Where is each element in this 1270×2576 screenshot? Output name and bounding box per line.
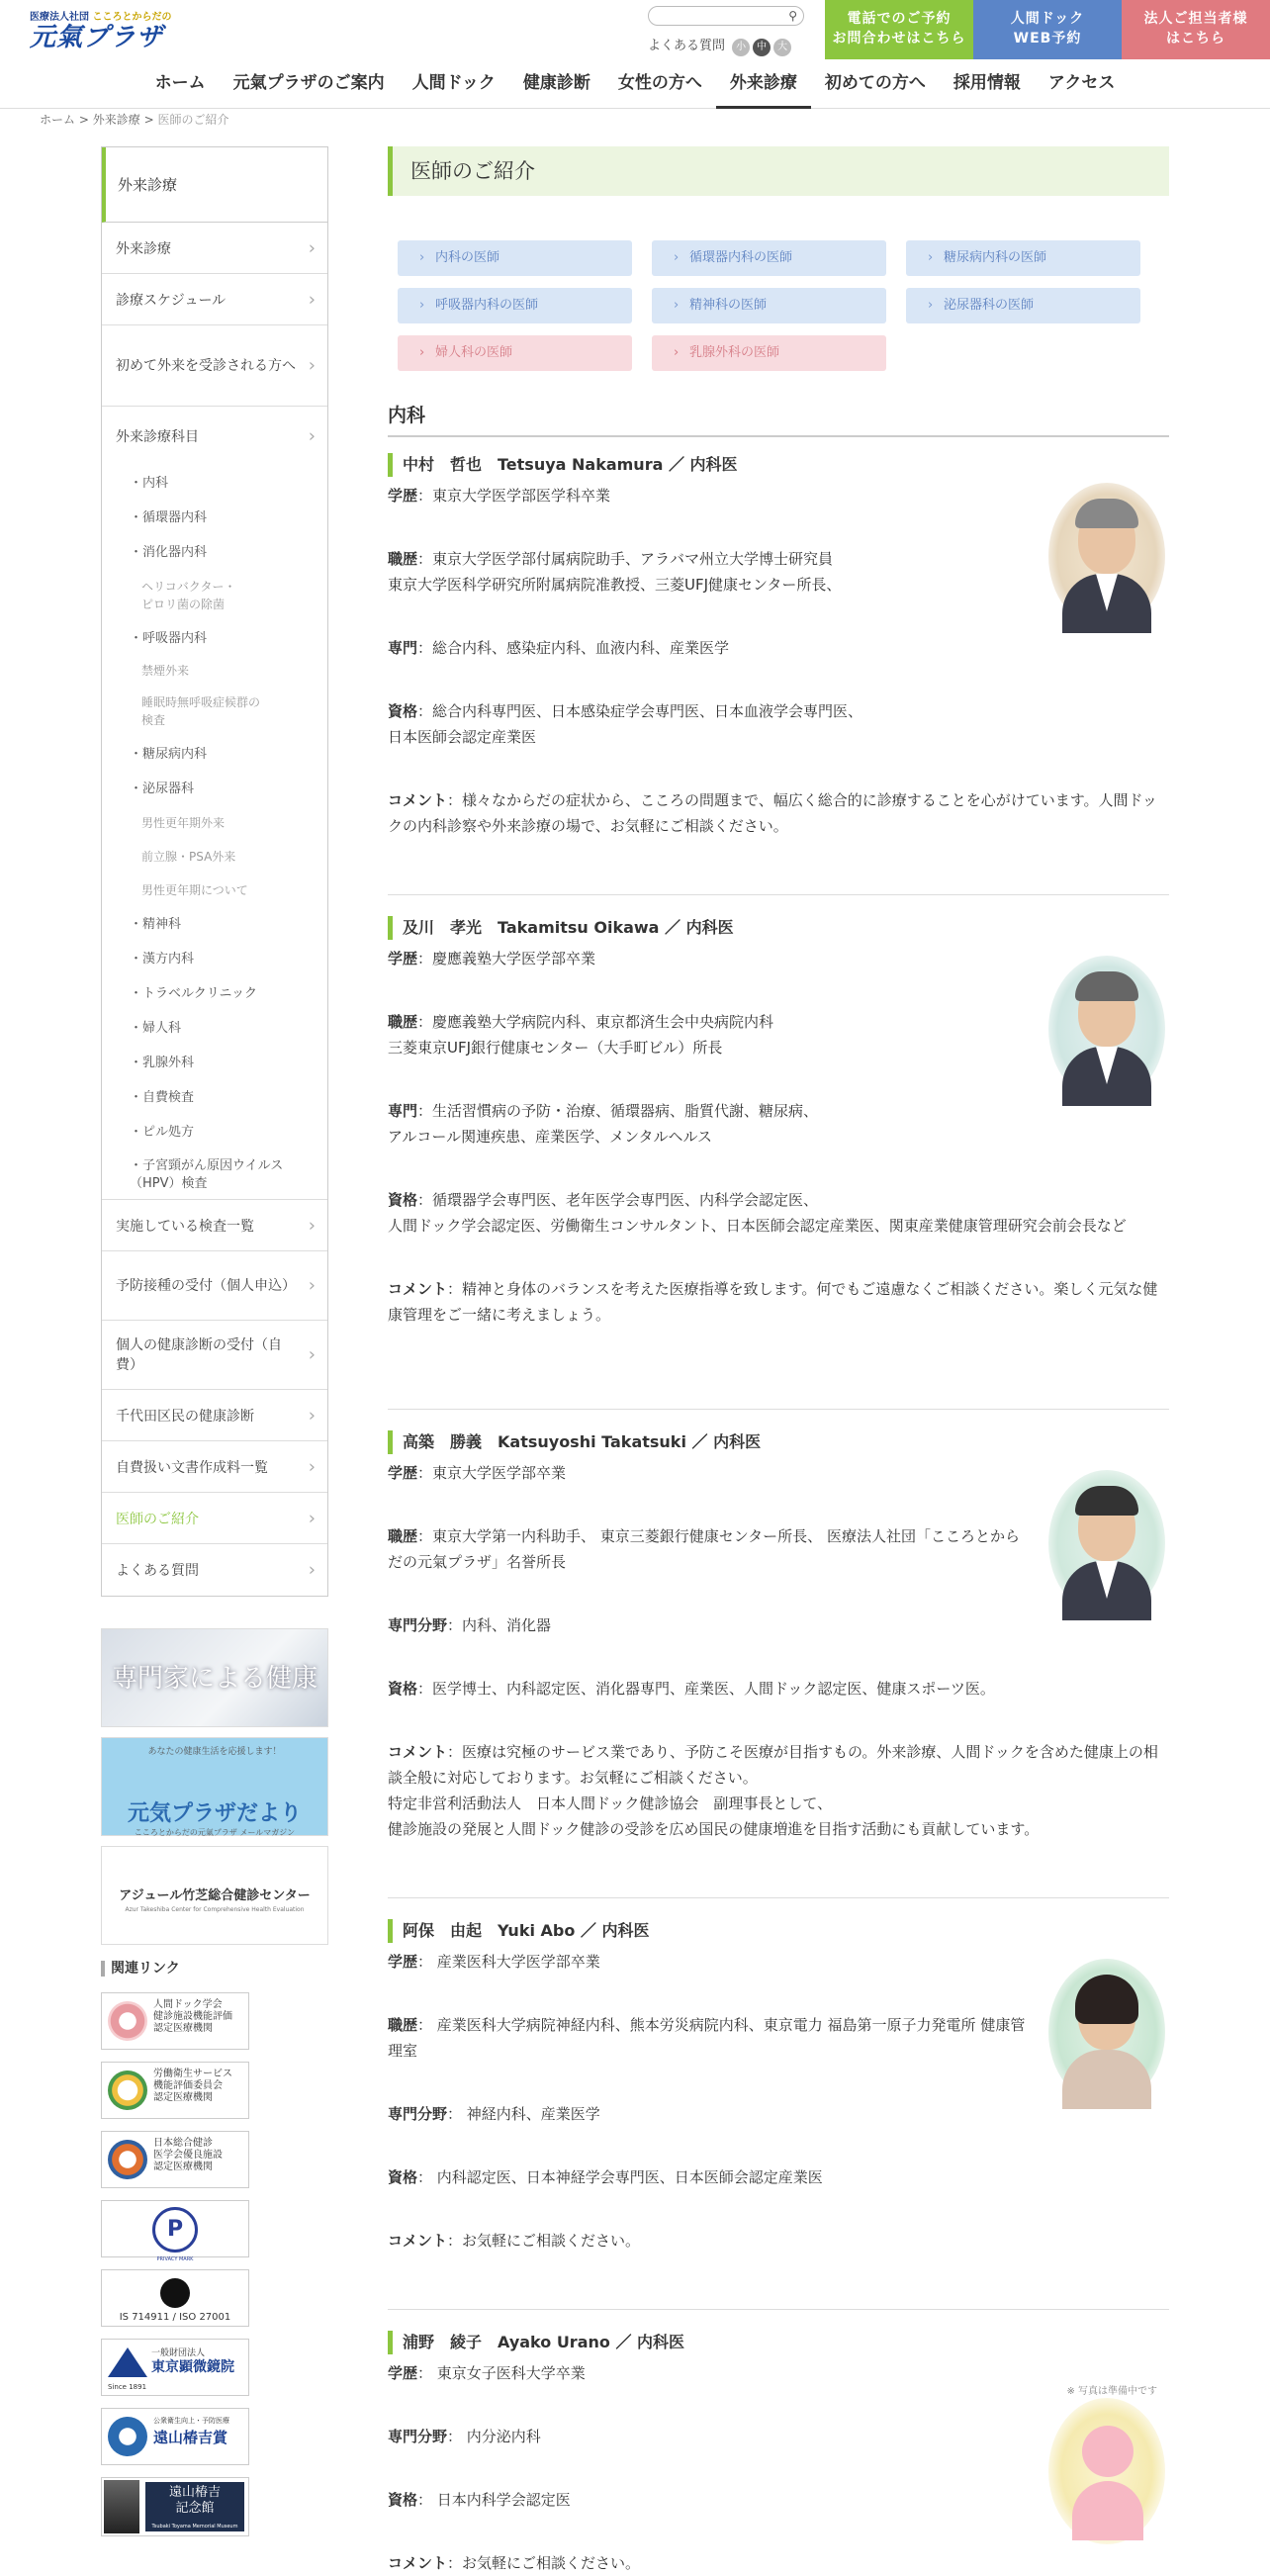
sidebar-item-doctors[interactable]: 医師のご紹介 › bbox=[102, 1493, 327, 1544]
doctor-name: 阿保 由起 Yuki Abo ／ 内科医 bbox=[388, 1919, 1169, 1943]
info-value: ：お気軽にご相談ください。 bbox=[447, 2554, 641, 2572]
doctor-info-line bbox=[388, 2101, 1031, 2127]
sas-l1: 睡眠時無呼吸症候群の bbox=[141, 695, 261, 709]
info-key: コメント bbox=[388, 2554, 448, 2572]
tab-tonyo[interactable]: › 糖尿病内科の医師 bbox=[906, 240, 1140, 276]
info-key: 専門分野 bbox=[388, 2428, 448, 2445]
breadcrumb-parent[interactable]: 外来診療 bbox=[92, 113, 140, 127]
info-key: 職歴 bbox=[388, 2016, 418, 2034]
doctor-comment bbox=[388, 2228, 1169, 2254]
sidebar-item-schedule[interactable]: 診療スケジュール › bbox=[102, 274, 327, 325]
info-value: ：お気軽にご相談ください。 bbox=[447, 2232, 641, 2250]
info-value: 人間ドック学会認定医、労働衛生コンサルタント、日本医師会認定産業医、関東産業健康管理研究会前会長など bbox=[388, 1217, 1127, 1235]
site-logo[interactable] bbox=[30, 8, 188, 51]
doctor-comment bbox=[388, 1739, 1169, 1791]
sidebar-item-tests[interactable]: 実施している検査一覧 › bbox=[102, 1200, 327, 1251]
hpv-l1: ・子宮頸がん原因ウイルス bbox=[130, 1158, 284, 1173]
sidebar-heading: 外来診療 bbox=[102, 147, 327, 223]
cta2-line1: 人間ドック bbox=[1010, 11, 1085, 27]
divider bbox=[388, 1897, 1169, 1898]
info-key: 資格 bbox=[388, 1191, 418, 1209]
related-link-privacy-mark[interactable] bbox=[101, 2200, 249, 2262]
spacer bbox=[388, 2064, 1031, 2093]
info-key: 資格 bbox=[388, 2491, 418, 2509]
info-value: ：東京大学第一内科助手、 東京三菱銀行健康センター所長、 医療法人社団「こころとからだの元氣プラザ」名誉所長 bbox=[388, 1527, 1020, 1571]
health-column-banner[interactable] bbox=[101, 1628, 328, 1727]
doctor-card bbox=[388, 453, 1169, 839]
logo-text: 元氣プラザ bbox=[30, 23, 164, 52]
info-value: ： 内分泌内科 bbox=[447, 2428, 541, 2445]
photo-hair bbox=[1075, 971, 1138, 1001]
doctor-info-line bbox=[388, 2487, 1031, 2513]
tab-seishin[interactable]: › 精神科の医師 bbox=[652, 288, 886, 323]
related-links-title: 関連リンク bbox=[101, 1961, 180, 1977]
doctor-info-line bbox=[388, 724, 1031, 750]
photo-note: ※ 写真は準備中です bbox=[1066, 2386, 1157, 2397]
nav-women[interactable]: 女性の方へ bbox=[617, 73, 702, 93]
newsletter-title: 元気プラザだより bbox=[127, 1801, 302, 1826]
sidebar-item-faq[interactable]: よくある質問 › bbox=[102, 1544, 327, 1596]
info-value: 三菱東京UFJ銀行健康センター（大手町ビル）所長 bbox=[388, 1039, 723, 1057]
sidebar-sub-nyusen[interactable]: ・乳腺外科 bbox=[130, 1056, 195, 1070]
info-key: 学歴 bbox=[388, 487, 418, 505]
doctor-info-line bbox=[388, 1213, 1169, 1239]
sidebar-sub-psa[interactable]: 前立腺・PSA外来 bbox=[141, 850, 236, 864]
sidebar-sub-kampo[interactable]: ・漢方内科 bbox=[130, 952, 195, 966]
doctor-info-line bbox=[388, 2360, 1031, 2386]
doctor-info-line bbox=[388, 1124, 1031, 1150]
faq-link[interactable]: よくある質問 bbox=[648, 39, 726, 53]
iso-icon bbox=[160, 2278, 190, 2308]
info-value: ： 産業医科大学病院神経内科、熊本労災病院内科、東京電力 福島第一原子力発電所 健康管理室 bbox=[388, 2016, 1026, 2060]
related-link-general-health[interactable] bbox=[101, 2131, 249, 2188]
info-key: コメント bbox=[388, 1743, 448, 1761]
nav-about[interactable]: 元氣プラザのご案内 bbox=[232, 73, 385, 93]
tab-nyusen[interactable]: › 乳腺外科の医師 bbox=[652, 335, 886, 371]
doctor-info-line bbox=[388, 2012, 1031, 2064]
doctor-info-line bbox=[388, 572, 1031, 598]
header bbox=[0, 0, 1270, 59]
info-key: コメント bbox=[388, 2232, 448, 2250]
cta1-line1: 電話でのご予約 bbox=[847, 11, 952, 27]
sidebar-sub-junkan[interactable]: ・循環器内科 bbox=[130, 510, 208, 525]
tokyo-microscope-icon bbox=[108, 2347, 147, 2377]
doctor-photo bbox=[1048, 1470, 1165, 1616]
related-link-tokyo-microscope[interactable] bbox=[101, 2339, 249, 2396]
doctor-info-line bbox=[388, 546, 1031, 572]
related-link-toyama-museum[interactable] bbox=[101, 2477, 249, 2536]
rl7-l1: 遠山椿吉 bbox=[168, 2485, 221, 2500]
divider bbox=[388, 894, 1169, 895]
doctor-name: 及川 孝光 Takamitsu Oikawa ／ 内科医 bbox=[388, 916, 1169, 940]
tab-kokyu[interactable]: › 呼吸器内科の医師 bbox=[398, 288, 632, 323]
spacer bbox=[388, 2386, 1031, 2416]
info-value: ：総合内科専門医、日本感染症学会専門医、日本血液学会専門医、 bbox=[417, 702, 863, 720]
sidebar-sub-kounen[interactable]: 男性更年期外来 bbox=[141, 816, 226, 830]
related-link-iso[interactable] bbox=[101, 2269, 249, 2327]
sidebar-sub-pill[interactable]: ・ピル処方 bbox=[130, 1125, 195, 1140]
info-key: 専門分野 bbox=[388, 2105, 448, 2123]
web-reservation-button[interactable] bbox=[973, 0, 1122, 59]
info-value: ： 神経内科、産業医学 bbox=[447, 2105, 600, 2123]
info-value: アルコール関連疾患、産業医学、メンタルヘルス bbox=[388, 1128, 713, 1146]
info-key: 専門 bbox=[388, 1102, 418, 1120]
spacer bbox=[388, 598, 1031, 627]
sidebar-sub-kounen2[interactable]: 男性更年期について bbox=[141, 883, 248, 897]
info-value: 特定非営利活動法人 日本人間ドック健診協会 副理事長として、 bbox=[388, 1794, 833, 1812]
sidebar-sub-tonyo[interactable]: ・糖尿病内科 bbox=[130, 747, 208, 762]
sidebar-sub-fujin[interactable]: ・婦人科 bbox=[130, 1021, 182, 1036]
rl5-l2: 東京顕微鏡院 bbox=[151, 2359, 234, 2375]
doctor-card bbox=[388, 1430, 1169, 1842]
rl7-l3: Tsubaki Toyama Memorial Museum bbox=[151, 2524, 238, 2530]
cta1-line2: お問合わせはこちら bbox=[832, 31, 966, 46]
info-value: ： 産業医科大学医学部卒業 bbox=[417, 1953, 600, 1971]
placeholder-body-icon bbox=[1072, 2481, 1143, 2540]
info-value: ：内科、消化器 bbox=[447, 1616, 552, 1634]
related-link-labor-health[interactable] bbox=[101, 2062, 249, 2119]
museum-portrait-icon bbox=[104, 2480, 139, 2533]
privacy-mark-icon: P bbox=[152, 2207, 198, 2253]
doctor-card bbox=[388, 1919, 1169, 2254]
global-nav bbox=[0, 61, 1270, 109]
azure-sub: Azur Takeshiba Center for Comprehensive Health Evaluation bbox=[125, 1906, 305, 1913]
info-value: ： 内科認定医、日本神経学会専門医、日本医師会認定産業医 bbox=[417, 2168, 823, 2186]
cta2-line2: WEB予約 bbox=[1013, 31, 1082, 46]
tab-fujin[interactable]: › 婦人科の医師 bbox=[398, 335, 632, 371]
info-key: 資格 bbox=[388, 1680, 418, 1698]
labor-health-icon bbox=[108, 2070, 147, 2110]
pylori-l2: ピロリ菌の除菌 bbox=[141, 598, 226, 611]
rl3-l1: PRIVACY MARK bbox=[156, 2256, 194, 2262]
museum-label bbox=[145, 2482, 244, 2531]
breadcrumb-current: 医師のご紹介 bbox=[157, 113, 229, 127]
info-key: コメント bbox=[388, 1280, 448, 1298]
azure-title: アジュール竹芝総合健診センター bbox=[119, 1888, 311, 1903]
spacer bbox=[388, 1638, 1169, 1668]
section-heading-naika: 内科 bbox=[388, 398, 1169, 437]
cta3-line1: 法人ご担当者様 bbox=[1143, 11, 1248, 27]
newsletter-sub: こころとからだの元氣プラザ メールマガジン bbox=[134, 1828, 296, 1837]
nav-recruit[interactable]: 採用情報 bbox=[952, 73, 1021, 93]
rl1-l1: 労働衛生サービス bbox=[153, 2069, 232, 2079]
general-health-icon bbox=[108, 2140, 147, 2179]
doctor-info-line bbox=[388, 1035, 1031, 1060]
tab-junkan[interactable]: › 循環器内科の医師 bbox=[652, 240, 886, 276]
info-key: 専門 bbox=[388, 639, 418, 657]
search-icon[interactable]: ⚲ bbox=[788, 9, 797, 23]
doctor-info-line bbox=[388, 1949, 1031, 1975]
rl2-l3: 認定医療機関 bbox=[153, 2162, 213, 2172]
sas-l2: 検査 bbox=[141, 713, 166, 727]
doctor-info-line bbox=[388, 1791, 1169, 1816]
info-value: ：生活習慣病の予防・治療、循環器病、脂質代謝、糖尿病、 bbox=[417, 1102, 819, 1120]
font-size-medium[interactable]: 中 bbox=[753, 39, 771, 56]
related-link-toyama-award[interactable] bbox=[101, 2408, 249, 2465]
info-key: コメント bbox=[388, 791, 448, 809]
doctor-photo bbox=[1048, 1959, 1165, 2105]
sidebar-item-personal-checkup[interactable]: 個人の健康診断の受付（自費） › bbox=[102, 1321, 327, 1390]
rl4-l1: IS 714911 / ISO 27001 bbox=[119, 2312, 231, 2323]
sidebar-item-chiyoda[interactable]: 千代田区民の健康診断 › bbox=[102, 1390, 327, 1441]
doctor-name: 中村 哲也 Tetsuya Nakamura ／ 内科医 bbox=[388, 453, 1169, 477]
rl5-l1: 一般財団法人 bbox=[151, 2348, 206, 2358]
divider bbox=[388, 2309, 1169, 2310]
sidebar-item-first-visit[interactable]: 初めて外来を受診される方へ › bbox=[102, 325, 327, 407]
info-value: 日本医師会認定産業医 bbox=[388, 728, 537, 746]
info-value: ：循環器学会専門医、老年医学会専門医、内科学会認定医、 bbox=[417, 1191, 819, 1209]
doctor-name: 高築 勝義 Katsuyoshi Takatsuki ／ 内科医 bbox=[388, 1430, 1169, 1454]
sidebar-sub-hpv[interactable] bbox=[102, 1150, 327, 1193]
breadcrumb-sep: > bbox=[143, 113, 154, 127]
doctor-card bbox=[388, 2331, 1169, 2576]
doctor-name: 浦野 綾子 Ayako Urano ／ 内科医 bbox=[388, 2331, 1169, 2354]
nav-access[interactable]: アクセス bbox=[1047, 73, 1116, 93]
rl2-l1: 日本総合健診 bbox=[153, 2138, 213, 2149]
nav-dock[interactable]: 人間ドック bbox=[411, 73, 496, 93]
logo-org: 医療法人社団 bbox=[30, 12, 89, 23]
breadcrumb bbox=[40, 111, 228, 128]
spacer bbox=[388, 2190, 1169, 2220]
sidebar-item-documents[interactable]: 自費扱い文書作成料一覧 › bbox=[102, 1441, 327, 1493]
nav-outpatient[interactable]: 外来診療 bbox=[716, 61, 811, 109]
doctor-info-line bbox=[388, 698, 1031, 724]
cta3-line2: はこちら bbox=[1166, 31, 1225, 46]
rl0-l3: 認定医療機関 bbox=[153, 2023, 213, 2034]
rl2-l2: 医学会優良施設 bbox=[153, 2150, 223, 2161]
rl0-l2: 健診施設機能評価 bbox=[153, 2011, 232, 2022]
info-value: ： 日本内科学会認定医 bbox=[417, 2491, 571, 2509]
spacer bbox=[388, 1060, 1031, 1090]
column-banner-text: 専門家による健康 bbox=[111, 1664, 318, 1694]
doctor-comment bbox=[388, 787, 1169, 839]
doctor-info-line bbox=[388, 635, 1031, 661]
info-value: 健診施設の発展と人間ドック健診の受診を広め国民の健康増進を目指す活動にも貢献しています。 bbox=[388, 1820, 1040, 1838]
doctor-comment bbox=[388, 1276, 1169, 1328]
info-value: ： 東京女子医科大学卒業 bbox=[417, 2364, 586, 2382]
font-size-small[interactable]: 小 bbox=[732, 39, 750, 56]
photo-suit bbox=[1062, 2050, 1151, 2109]
info-value: 東京大学医科学研究所附属病院准教授、三菱UFJ健康センター所長、 bbox=[388, 576, 842, 594]
sidebar-sub-travel[interactable]: ・トラベルクリニック bbox=[130, 986, 257, 1001]
rl5-l3: Since 1891 bbox=[108, 2383, 147, 2391]
info-key: 学歴 bbox=[388, 950, 418, 967]
photo-hair bbox=[1075, 499, 1138, 528]
sidebar-sub-naika[interactable]: ・内科 bbox=[130, 476, 169, 491]
related-link-ningen-dock[interactable] bbox=[101, 1992, 249, 2050]
tab-hinyo[interactable]: › 泌尿器科の医師 bbox=[906, 288, 1140, 323]
doctor-photo bbox=[1048, 483, 1165, 629]
info-key: 学歴 bbox=[388, 1953, 418, 1971]
breadcrumb-sep: > bbox=[78, 113, 89, 127]
info-value: ：様々なからだの症状から、こころの問題まで、幅広く総合的に診療することを心がけています。人間ドックの内科診察や外来診療の場で、お気軽にご相談ください。 bbox=[388, 791, 1157, 835]
rl0-l1: 人間ドック学会 bbox=[153, 1999, 223, 2010]
divider bbox=[388, 1409, 1169, 1410]
newsletter-top-text: あなたの健康生活を応援します！ bbox=[147, 1747, 282, 1757]
spacer bbox=[388, 1575, 1031, 1605]
nav-home[interactable]: ホーム bbox=[154, 73, 206, 93]
doctor-info-line bbox=[388, 1612, 1031, 1638]
info-key: 資格 bbox=[388, 702, 418, 720]
sidebar-sub-sas[interactable] bbox=[102, 686, 327, 737]
info-key: 学歴 bbox=[388, 2364, 418, 2382]
faq-and-font-size bbox=[648, 35, 791, 56]
info-value: ：東京大学医学部医学科卒業 bbox=[417, 487, 611, 505]
info-value: ：医療は究極のサービス業であり、予防こそ医療が目指すもの。外来診療、人間ドックを含めた健康上の相談全般に対応しております。お気軽にご相談ください。 bbox=[388, 1743, 1158, 1787]
spacer bbox=[388, 971, 1031, 1001]
sidebar-item-departments[interactable]: 外来診療科目 › bbox=[102, 407, 327, 466]
placeholder-photo bbox=[1048, 2398, 1165, 2544]
font-size-large[interactable]: 大 bbox=[773, 39, 791, 56]
info-value: ：慶應義塾大学病院内科、東京都済生会中央病院内科 bbox=[417, 1013, 774, 1031]
nav-checkup[interactable]: 健康診断 bbox=[522, 73, 590, 93]
spacer bbox=[388, 661, 1031, 690]
sidebar-group-departments bbox=[102, 407, 327, 1200]
rl1-l2: 機能評価委員会 bbox=[153, 2080, 223, 2091]
sidebar-item-vaccination[interactable]: 予防接種の受付（個人申込） › bbox=[102, 1251, 327, 1321]
rl1-l3: 認定医療機関 bbox=[153, 2092, 213, 2103]
doctor-info-line bbox=[388, 946, 1031, 971]
logo-subtitle bbox=[30, 8, 188, 23]
doctor-photo bbox=[1048, 956, 1165, 1102]
doctor-info-line bbox=[388, 1187, 1169, 1213]
toyama-award-icon bbox=[108, 2417, 147, 2456]
azure-takeshiba-banner[interactable] bbox=[101, 1846, 328, 1945]
doctor-info-line bbox=[388, 1009, 1031, 1035]
doctor-info-line bbox=[388, 483, 1031, 508]
doctor-info-line bbox=[388, 1460, 1031, 1486]
sidebar-sub-kinen[interactable]: 禁煙外来 bbox=[141, 664, 190, 678]
rl6-l1: 公衆衛生向上・予防医療 bbox=[153, 2417, 229, 2425]
sidebar-sub-kokyu[interactable]: ・呼吸器内科 bbox=[130, 631, 208, 646]
dock-association-icon bbox=[108, 2001, 147, 2041]
pylori-l1: ヘリコバクター・ bbox=[141, 580, 236, 594]
spacer bbox=[388, 1239, 1169, 1268]
newsletter-banner[interactable] bbox=[101, 1737, 328, 1836]
doctor-info-line bbox=[388, 1098, 1031, 1124]
info-key: 学歴 bbox=[388, 1464, 418, 1482]
sidebar bbox=[101, 146, 328, 1597]
spacer bbox=[388, 1486, 1031, 1516]
logo-tagline: こころとからだの bbox=[92, 12, 172, 23]
info-key: 職歴 bbox=[388, 550, 418, 568]
rl6-l2: 遠山椿吉賞 bbox=[153, 2429, 228, 2446]
info-value: ：慶應義塾大学医学部卒業 bbox=[417, 950, 596, 967]
spacer bbox=[388, 750, 1169, 780]
placeholder-face-icon bbox=[1082, 2426, 1134, 2477]
sidebar-sub-jihi[interactable]: ・自費検査 bbox=[130, 1090, 195, 1105]
rl7-l2: 記念館 bbox=[175, 2501, 215, 2516]
phone-reservation-button[interactable] bbox=[825, 0, 973, 59]
hpv-l2: （HPV）検査 bbox=[130, 1176, 208, 1191]
photo-hair bbox=[1075, 1975, 1138, 2024]
doctor-comment bbox=[388, 2550, 1031, 2576]
doctor-info-line bbox=[388, 1816, 1169, 1842]
info-value: ：総合内科、感染症内科、血液内科、産業医学 bbox=[417, 639, 730, 657]
spacer bbox=[388, 2127, 1169, 2157]
corporate-button[interactable] bbox=[1122, 0, 1270, 59]
doctor-card bbox=[388, 916, 1169, 1328]
info-value: ：東京大学医学部卒業 bbox=[417, 1464, 567, 1482]
spacer bbox=[388, 1150, 1169, 1179]
info-value: ：医学博士、内科認定医、消化器専門、産業医、人間ドック認定医、健康スポーツ医。 bbox=[417, 1680, 995, 1698]
breadcrumb-home[interactable]: ホーム bbox=[40, 113, 76, 127]
info-value: ：東京大学医学部付属病院助手、アラバマ州立大学博士研究員 bbox=[417, 550, 834, 568]
info-key: 資格 bbox=[388, 2168, 418, 2186]
search-input[interactable] bbox=[648, 6, 804, 26]
sidebar-sub-seishin[interactable]: ・精神科 bbox=[130, 917, 182, 932]
doctor-info-line bbox=[388, 1523, 1031, 1575]
info-value: ：精神と身体のバランスを考えた医療指導を致します。何でもご遠慮なくご相談ください。楽しく元気な健康管理をご一緒に考えましょう。 bbox=[388, 1280, 1158, 1324]
doctor-info-line bbox=[388, 2424, 1031, 2449]
sidebar-sub-hinyo[interactable]: ・泌尿器科 bbox=[130, 782, 195, 796]
photo-hair bbox=[1075, 1486, 1138, 1516]
sidebar-item-outpatient[interactable]: 外来診療 › bbox=[102, 223, 327, 274]
spacer bbox=[388, 2513, 1031, 2542]
sidebar-sub-pylori[interactable] bbox=[102, 570, 327, 621]
info-key: 職歴 bbox=[388, 1013, 418, 1031]
sidebar-sub-shoka[interactable]: ・消化器内科 bbox=[130, 545, 208, 560]
nav-first[interactable]: 初めての方へ bbox=[824, 73, 926, 93]
doctor-info-line bbox=[388, 1676, 1169, 1702]
spacer bbox=[388, 1702, 1169, 1731]
spacer bbox=[388, 1975, 1031, 2004]
tab-naika[interactable]: › 内科の医師 bbox=[398, 240, 632, 276]
spacer bbox=[388, 2449, 1031, 2479]
info-key: 専門分野 bbox=[388, 1616, 448, 1634]
doctor-info-line bbox=[388, 2164, 1169, 2190]
page-title: 医師のご紹介 bbox=[388, 146, 1169, 196]
spacer bbox=[388, 508, 1031, 538]
info-key: 職歴 bbox=[388, 1527, 418, 1545]
